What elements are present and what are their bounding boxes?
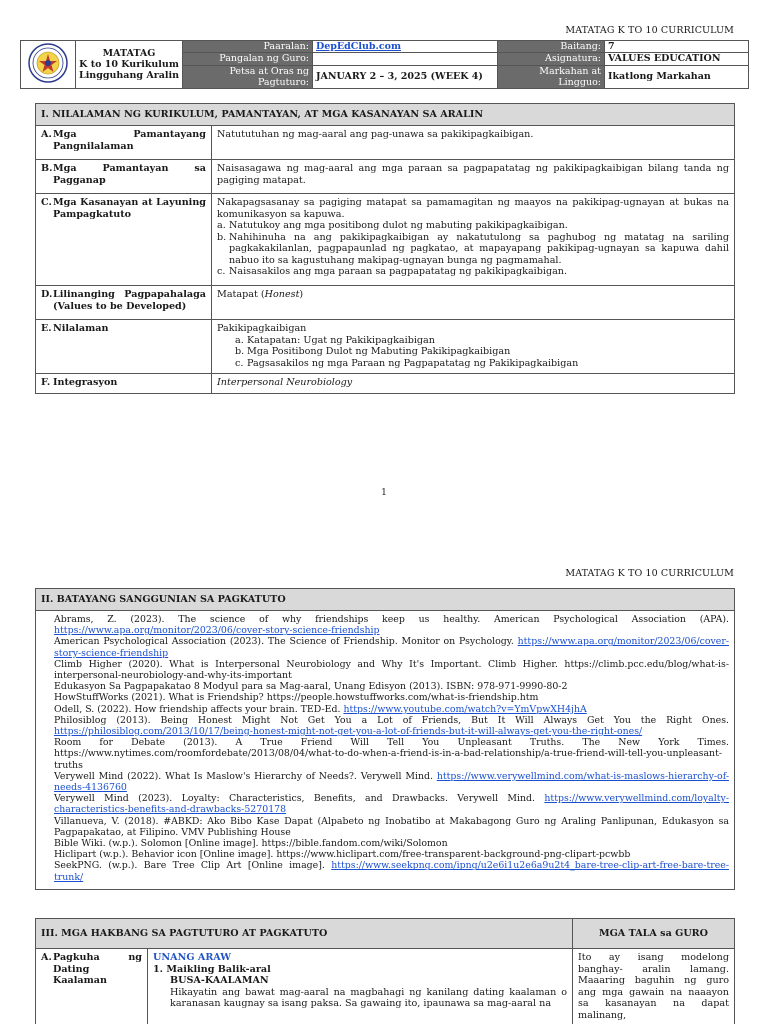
guro-label: Pangalan ng Guro: xyxy=(183,53,313,65)
row-d-content: Matapat (Honest) xyxy=(212,286,735,320)
markahan-value: Ikatlong Markahan xyxy=(605,65,749,89)
row-b-label: B. Mga Pamantayan sa Pagganap xyxy=(36,160,212,194)
reference-link[interactable]: https://www.youtube.com/watch?v=YmVpwXH4jhA xyxy=(343,703,587,715)
row-f-content: Interpersonal Neurobiology xyxy=(212,374,735,394)
row-e-content xyxy=(212,320,735,374)
activity-body: Hikayatin ang bawat mag-aaral na magbahagi ng kanilang dating kaalaman o karanasan kaugnay sa isang paksa. Sa gawaing ito, ipaunawa sa mag-aaral na xyxy=(170,986,567,1009)
reference-link[interactable]: https://www.verywellmind.com/loyalty-characteristics-benefits-and-drawbacks-5270178 xyxy=(54,793,729,816)
teacher-notes: Ito ay isang modelong banghay- aralin lamang. Maaaring baguhin ng guro ang mga gawain na naaayon sa kasanayan na dapat malinang, xyxy=(573,949,735,1024)
reference-link[interactable]: https://philosiblog.com/2013/10/17/being-honest-might-not-get-you-a-lot-of-friends-but-it-will-always-get-you-the-right-ones/ xyxy=(54,726,643,738)
reference-item: Verywell Mind (2022). What Is Maslow's Hierarchy of Needs?. Verywell Mind. https://www.verywellmind.com/what-is-maslows-hierarchy-of-needs-4136760 xyxy=(54,770,729,794)
reference-item: Verywell Mind (2023). Loyalty: Characteristics, Benefits, and Drawbacks. Verywell Mind. https://www.verywellmind.com/loyalty-characteristics-benefits-and-drawbacks-5270178 xyxy=(54,793,729,816)
baitang-label: Baitang: xyxy=(498,41,605,53)
row-a-label: A. Mga Pamantayang Pangnilalaman xyxy=(36,126,212,160)
baitang-value: 7 xyxy=(605,41,749,53)
section-3-table xyxy=(35,918,735,1024)
section-2-table xyxy=(35,588,735,890)
step-label: 1. Maikling Balik-aral xyxy=(153,963,271,975)
paaralan-link[interactable]: DepEdClub.com xyxy=(316,41,402,53)
section-1-heading: I. NILALAMAN NG KURIKULUM, PAMANTAYAN, AT MGA KASANAYAN SA ARALIN xyxy=(36,104,735,126)
deped-seal xyxy=(21,41,76,89)
deped-seal-icon xyxy=(28,43,68,83)
reference-item: Odell, S. (2022). How friendship affects your brain. TED-Ed. https://www.youtube.com/watch?v=YmVpwXH4jhA xyxy=(54,703,587,715)
row-b-content: Naisasagawa ng mag-aaral ang mga paraan sa pagpapatatag ng pakikipagkaibigan bilang tanda ng pagiging matapat. xyxy=(212,160,735,194)
list-item: a. Natutukoy ang mga positibong dulot ng mabuting pakikipagkaibigan. xyxy=(217,220,568,231)
list-item: b. Nahihinuha na ang pakikipagkaibigan ay nakatutulong sa paghubog ng matatag na sariling pagkakakilanlan, pagpapaunlad ng pagkatao, at mapayapang pakikipag-ugnayan sa kapuwa dahil nabuo ito sa kagustuhang makipag-ugnayan bunga ng pagmamahal. xyxy=(217,231,729,266)
lesson-header xyxy=(20,40,749,89)
page-number: 1 xyxy=(381,488,387,498)
list-item: c. Pagsasakilos ng mga Paraan ng Pagpapatatag ng Pakikipagkaibigan xyxy=(235,357,579,369)
reference-item: Philosiblog (2013). Being Honest Might Not Get You a Lot of Friends, But It Will Always Get You the Right Ones. https://philosiblog.com/2013/10/17/being-honest-might-not-get-you-a-lot-of-friends-but-it-will-always-get-you-the-right-ones/ xyxy=(54,714,729,738)
reference-item: Hiclipart (w.p.). Behavior icon [Online image]. https://www.hiclipart.com/free-transparent-background-png-clipart-pcwbb xyxy=(54,849,631,861)
row-e-intro: Pakikipagkaibigan xyxy=(217,323,307,334)
row-a-content: Natututuhan ng mag-aaral ang pag-unawa sa pakikipagkaibigan. xyxy=(212,126,735,160)
day-label: UNANG ARAW xyxy=(153,952,232,963)
title-line-3: Lingguhang Aralin xyxy=(79,70,179,81)
section-3-heading: III. MGA HAKBANG SA PAGTUTURO AT PAGKATUTO xyxy=(36,919,573,949)
reference-item: Bible Wiki. (w.p.). Solomon [Online image]. https://bible.fandom.com/wiki/Solomon xyxy=(54,838,448,850)
reference-link[interactable]: https://www.apa.org/monitor/2023/06/cover-story-science-friendship xyxy=(54,625,380,637)
reference-link[interactable]: https://www.apa.org/monitor/2023/06/cover-story-science-friendship xyxy=(54,636,729,659)
row-c-label: C. Mga Kasanayan at Layuning Pampagkatuto xyxy=(36,194,212,286)
reference-link[interactable]: https://www.seekpng.com/ipng/u2e6i1u2e6a9u2t4_bare-tree-clip-art-free-bare-tree-trunk/ xyxy=(54,860,729,883)
guro-value xyxy=(313,53,498,65)
list-item: c. Naisasakilos ang mga paraan sa pagpapatatag ng pakikipagkaibigan. xyxy=(217,266,568,277)
reference-item: HowStuffWorks (2021). What is Friendship? https://people.howstuffworks.com/what-is-friendship.htm xyxy=(54,692,539,704)
title-line-2: K to 10 Kurikulum xyxy=(79,59,179,70)
petsa-value: JANUARY 2 – 3, 2025 (WEEK 4) xyxy=(313,65,498,89)
row-d-label: D. Lilinanging Pagpapahalaga (Values to be Developed) xyxy=(36,286,212,320)
row-e-list xyxy=(235,335,729,370)
reference-item: Abrams, Z. (2023). The science of why friendships keep us healthy. American Psychological Association (APA). https://www.apa.org/monitor/2023/06/cover-story-science-friendship xyxy=(54,614,729,637)
row-c-list xyxy=(217,220,729,278)
section-1-table xyxy=(35,103,735,394)
activity-title: BUSA-KAALAMAN xyxy=(170,975,269,986)
list-item: b. Mga Positibong Dulot ng Mabuting Pakikipagkaibigan xyxy=(235,346,511,357)
curriculum-label: MATATAG K TO 10 CURRICULUM xyxy=(565,25,734,36)
row-e-label: E. Nilalaman xyxy=(36,320,212,374)
row-f-label: F. Integrasyon xyxy=(36,374,212,394)
reference-item: American Psychological Association (2023). The Science of Friendship. Monitor on Psychology. https://www.apa.org/monitor/2023/06/cover-story-science-friendship xyxy=(54,636,729,659)
curriculum-label-page-2: MATATAG K TO 10 CURRICULUM xyxy=(565,568,734,579)
reference-item: Edukasyon Sa Pagpapakatao 8 Modyul para sa Mag-aaral, Unang Edisyon (2013). ISBN: 978-971-9990-80-2 xyxy=(54,681,568,693)
reference-item: Room for Debate (2013). A True Friend Will Tell You Unpleasant Truths. The New York Times. https://www.nytimes.com/roomfordebate/2013/08/04/what-to-do-when-a-friend-is-in-a-bad-relationship/a-true-friend-will-tell-you-unpleasant-truths xyxy=(54,737,729,771)
reference-item: Climb Higher (2020). What is Interpersonal Neurobiology and Why It's Important. Climb Higher. https://climb.pcc.edu/blog/what-is-interpersonal-neurobiology-and-why-its-important xyxy=(54,658,729,682)
section-2-heading: II. BATAYANG SANGGUNIAN SA PAGKATUTO xyxy=(36,589,735,611)
references-list xyxy=(36,611,735,890)
asignatura-value: VALUES EDUCATION xyxy=(605,53,749,65)
lesson-title xyxy=(76,41,183,89)
title-line-1: MATATAG xyxy=(102,48,156,59)
markahan-label: Markahan at Lingguo: xyxy=(498,65,605,89)
asignatura-label: Asignatura: xyxy=(498,53,605,65)
notes-heading: MGA TALA sa GURO xyxy=(573,919,735,949)
petsa-label: Petsa at Oras ng Pagtuturo: xyxy=(183,65,313,89)
paaralan-value xyxy=(313,41,498,53)
reference-item: Villanueva, V. (2018). #ABKD: Ako Bibo Kase Dapat (Alpabeto ng Inobatibo at Makabagong Guro ng Araling Panlipunan, Edukasyon sa Pagpapakatao, at Filipino. VMV Publishing House xyxy=(54,815,729,838)
row-a3-content xyxy=(148,949,573,1024)
row-c-content xyxy=(212,194,735,286)
row-c-intro: Nakapagsasanay sa pagiging matapat sa pamamagitan ng maayos na pakikipag-ugnayan at bukas na komunikasyon sa kapuwa. xyxy=(217,197,729,220)
reference-item: SeekPNG. (w.p.). Bare Tree Clip Art [Online image]. https://www.seekpng.com/ipng/u2e6i1u2e6a9u2t4_bare-tree-clip-art-free-bare-tree-trunk/ xyxy=(54,860,729,883)
reference-link[interactable]: https://www.verywellmind.com/what-is-maslows-hierarchy-of-needs-4136760 xyxy=(54,770,729,794)
row-a3-label: A. Pagkuha ng Dating Kaalaman xyxy=(36,949,148,1024)
list-item: a. Katapatan: Ugat ng Pakikipagkaibigan xyxy=(235,334,435,346)
paaralan-label: Paaralan: xyxy=(183,41,313,53)
